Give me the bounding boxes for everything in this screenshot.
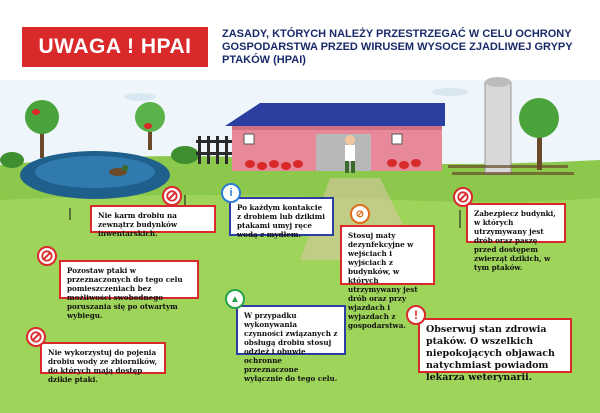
no-wild-animals-icon: ⊘: [453, 187, 473, 207]
info-icon: i: [221, 183, 241, 203]
warning-banner: UWAGA ! HPAI: [22, 27, 208, 67]
duck-head: [122, 165, 128, 171]
rule-text: Nie karm drobiu na zewnątrz budynków inwentarskich.: [98, 211, 178, 238]
pond-water: [35, 156, 155, 188]
rule-box-wash-hands: [229, 197, 334, 239]
rule-text: Nie wykorzystuj do pojenia drobiu wody ze zbiorników, do których mają dostęp dzikie ptaki.: [48, 348, 158, 384]
rule-text: W przypadku wykonywania czynności związanych z obsługą drobiu stosuj odzież i obuwie ochronne przeznaczone wyłącznie do tego celu.: [244, 311, 338, 383]
cloud: [432, 88, 468, 96]
rule-text: Po każdym kontakcie z drobiem lub dzikimi ptakami umyj ręce wodą z mydłem.: [237, 203, 325, 239]
alert-icon: !: [406, 305, 426, 325]
rule-box-secure-buildings: [466, 203, 566, 272]
rule-box-disinfection-mats: [340, 225, 435, 330]
rule-box-no-outdoor-feeding: [90, 205, 216, 238]
disinfection-mat-icon: ⊘: [350, 204, 370, 224]
bush: [171, 146, 199, 164]
cloud: [124, 93, 156, 101]
rule-text: Pozostaw ptaki w przeznaczonych do tego celu pomieszczeniach bez możliwości swobodnego poruszania się po otwartym wybiegu.: [67, 266, 183, 320]
rule-box-keep-indoors: [59, 260, 199, 320]
rule-box-observe-health: [418, 318, 572, 383]
rule-box-protective-clothing: [236, 305, 346, 383]
rule-box-no-wild-water: [40, 342, 166, 384]
rule-text: Stosuj maty dezynfekcyjne w wejściach i wyjściach z budynków, w których utrzymywany jest drób oraz przy wjazdach i wyjazdach z gospodarstwa.: [348, 231, 418, 330]
bird: [144, 123, 152, 129]
rule-text: Obserwuj stan zdrowia ptaków. O wszelkich niepokojących objawach natychmiast powiadom lekarza weterynarii.: [426, 324, 555, 383]
bird: [32, 109, 40, 115]
no-pond-water-icon: ⊘: [26, 327, 46, 347]
silo: [485, 77, 511, 174]
no-feeding-icon: ⊘: [162, 186, 182, 206]
tree-crown: [25, 100, 59, 134]
rule-text: Zabezpiecz budynki, w których utrzymywany jest drób oraz paszę przed dostępem zwierząt dzikich, w tym ptaków.: [474, 209, 556, 272]
protective-clothing-icon: ▲: [225, 289, 245, 309]
page-title: ZASADY, KTÓRYCH NALEŻY PRZESTRZEGAĆ W CELU OCHRONY GOSPODARSTWA PRZED WIRUSEM WYSOCE ZJADLIWEJ GRYPY PTAKÓW (HPAI): [222, 28, 573, 66]
tree-crown: [519, 98, 559, 138]
no-free-range-icon: ⊘: [37, 246, 57, 266]
bush: [0, 152, 24, 168]
